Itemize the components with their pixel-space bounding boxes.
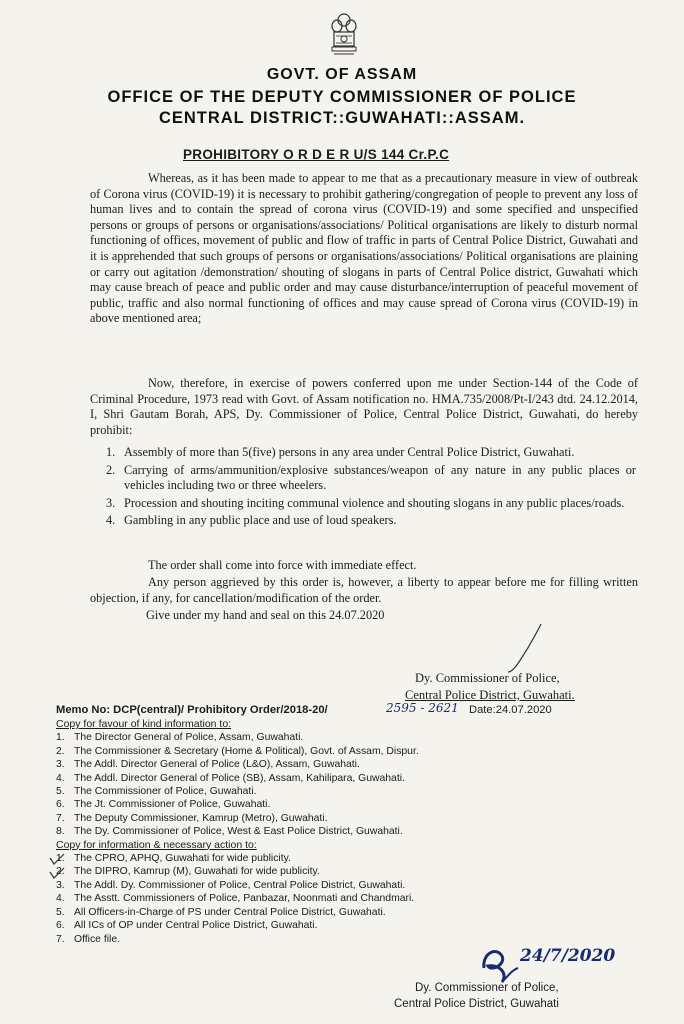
preamble-paragraph: Whereas, as it has been made to appear to me that as a precautionary measure in view of outbreak of Corona virus (COVID-19) it is necessary to prohibit gathering/congregation of people to prevent any loss of human lives and to contain the spread of corona virus (COVID-19) and some specified and unspecified persons or groups of persons or organisations/associations/ Political organisations are likely to disturb normal functioning of offices, movement of public and flow of traffic in parts of Central Police District, Guwahati and it is apprehended that such groups of persons or organisations/associations/ Political organisations are plaining or carry out agitation /demonstration/ shouting of slogans in parts of Central Police district, Guwahati which may cause breach of peace and public order and may cause disturbance/interruption of peaceful movement of public, traffic and also normal functioning of offices and may cause spread of Corona virus (COVID-19) in above mentioned area; — [90, 171, 638, 326]
memo-handwritten-number: 2595 - 2621 — [386, 701, 459, 715]
effect-line: The order shall come into force with immediate effect. — [148, 558, 417, 572]
state-emblem-icon — [327, 12, 361, 58]
list-item: 3. The Addl. Director General of Police (L&O), Assam, Guwahati. — [56, 759, 360, 771]
order-title: PROHIBITORY O R D E R U/S 144 Cr.P.C — [183, 147, 450, 162]
given-line: Give under my hand and seal on this 24.07.2020 — [146, 608, 385, 622]
memo-date: Date:24.07.2020 — [469, 704, 552, 716]
signature-block-bottom: Dy. Commissioner of Police, Central Police District, Guwahati — [394, 982, 559, 1010]
list-item: 6. All ICs of OP under Central Police District, Guwahati. — [56, 920, 318, 932]
tick-mark — [48, 852, 66, 892]
list-item: 2. The DIPRO, Kamrup (M), Guwahati for wide publicity. — [56, 866, 320, 878]
list-item: 1. The Director General of Police, Assam, Guwahati. — [56, 732, 304, 744]
list-item: 2. The Commissioner & Secretary (Home & Political), Govt. of Assam, Dispur. — [56, 745, 419, 757]
list-item: 2. Carrying of arms/ammunition/explosive substances/weapon of any nature in any public places or vehicles including two or three wheelers. — [106, 462, 636, 493]
copy-favour-heading: Copy for favour of kind information to: — [56, 718, 232, 730]
signature-handwritten-date: 24/7/2020 — [520, 946, 616, 966]
list-item: 3. The Addl. Dy. Commissioner of Police, Central Police District, Guwahati. — [56, 879, 406, 891]
liberty-paragraph: Any person aggrieved by this order is, however, a liberty to appear before me for filling written objection, if any, for cancellation/modification of the order. — [90, 575, 638, 605]
list-item: 4. The Addl. Director General of Police (SB), Assam, Kahilipara, Guwahati. — [56, 772, 405, 784]
powers-paragraph: Now, therefore, in exercise of powers conferred upon me under Section-144 of the Code of Criminal Procedure, 1973 read with Govt. of Assam notification no. HMA.735/2008/Pt-I/243 dtd. 24.12.2014, I, Shri Gautam Borah, APS, Dy. Commissioner of Police, Central Police District, Guwahati, do hereby prohibit: — [90, 376, 638, 437]
list-item: 7. Office file. — [56, 933, 121, 945]
list-item: 4. Gambling in any public place and use of loud speakers. — [106, 513, 397, 528]
memo-number: Memo No: DCP(central)/ Prohibitory Order/2018-20/ — [56, 704, 328, 716]
signature-block-top: Dy. Commissioner of Police, Central Police District, Guwahati. — [405, 671, 575, 702]
list-item: 6. The Jt. Commissioner of Police, Guwahati. — [56, 799, 271, 811]
copy-action-heading: Copy for information & necessary action to: — [56, 838, 257, 851]
list-item: 8. The Dy. Commissioner of Police, West & East Police District, Guwahati. — [56, 826, 403, 838]
copy-favour-list — [56, 718, 636, 946]
signature-mark — [505, 622, 545, 674]
govt-heading: GOVT. OF ASSAM — [266, 66, 418, 83]
list-item: 3. Procession and shouting inciting communal violence and shouting slogans in any public places/roads. — [106, 495, 625, 510]
office-heading: OFFICE OF THE DEPUTY COMMISSIONER OF POLICE — [107, 88, 577, 106]
list-item: 5. All Officers-in-Charge of PS under Central Police District, Guwahati. — [56, 906, 386, 918]
district-heading: CENTRAL DISTRICT::GUWAHATI::ASSAM. — [158, 109, 526, 127]
list-item: 1. Assembly of more than 5(five) persons in any area under Central Police District, Guwahati. — [106, 445, 575, 459]
list-item: 1. The CPRO, APHQ, Guwahati for wide publicity. — [56, 853, 291, 865]
memo-block — [56, 701, 656, 718]
list-item: 5. The Commissioner of Police, Guwahati. — [56, 786, 257, 798]
prohibition-list — [106, 445, 636, 529]
list-item: 7. The Deputy Commissioner, Kamrup (Metro), Guwahati. — [56, 812, 328, 824]
list-item: 4. The Asstt. Commissioners of Police, Panbazar, Noonmati and Chandmari. — [56, 893, 415, 905]
